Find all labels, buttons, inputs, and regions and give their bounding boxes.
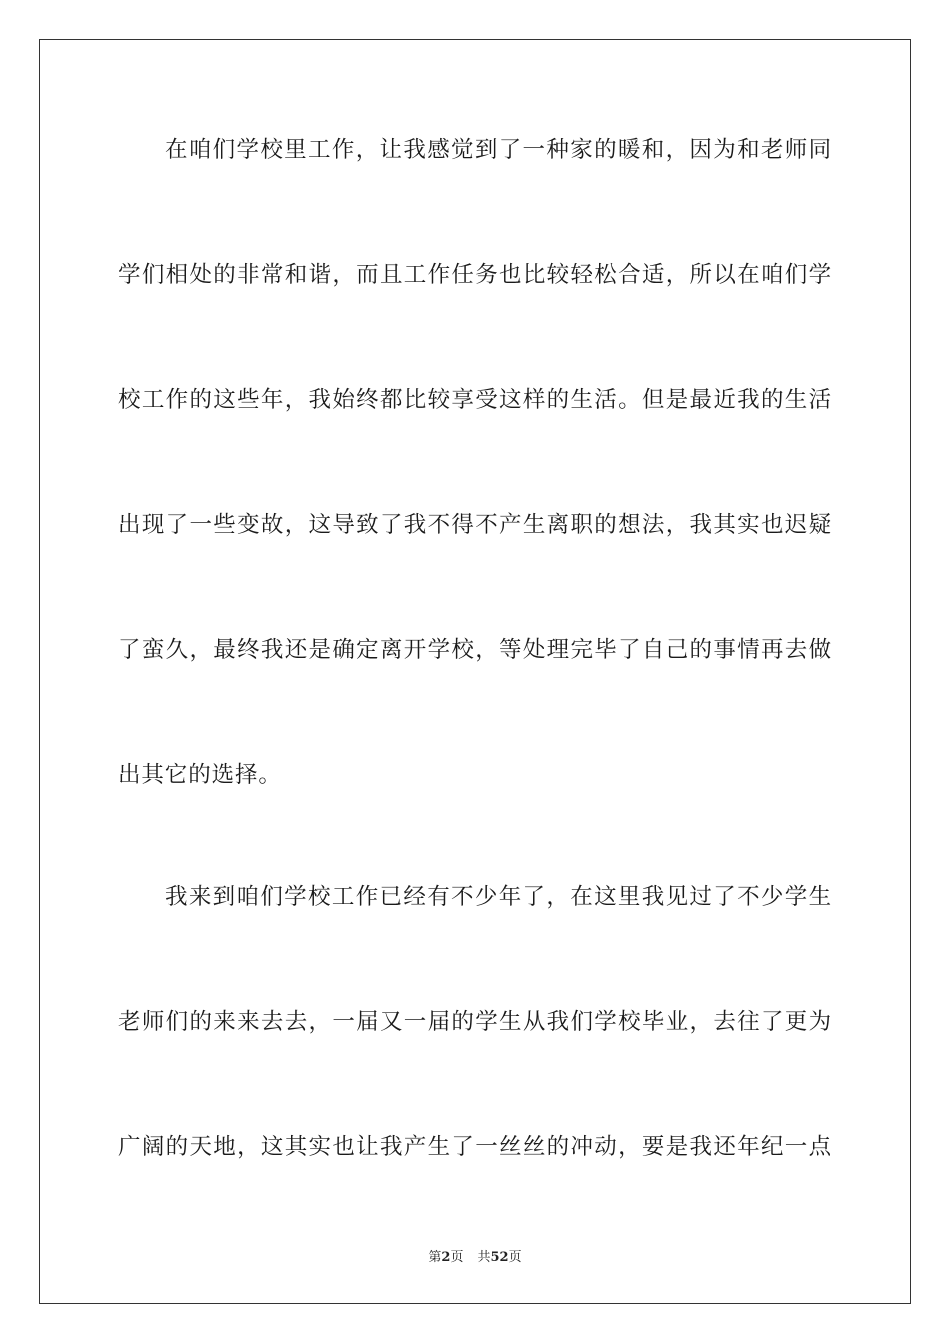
paragraph-2-line-2: 老师们的来来去去，一届又一届的学生从我们学校毕业，去往了更为 [118,1009,832,1035]
total-suffix: 页 [508,1250,522,1265]
paragraph-1-line-3: 校工作的这些年，我始终都比较享受这样的生活。但是最近我的生活 [118,387,832,413]
paragraph-2-line-1: 我来到咱们学校工作已经有不少年了，在这里我见过了不少学生 [165,884,832,910]
page-footer [0,1246,950,1265]
paragraph-1-line-2: 学们相处的非常和谐，而且工作任务也比较轻松合适，所以在咱们学 [118,262,832,288]
total-pages: 52 [490,1250,509,1265]
page-frame [39,39,911,1304]
paragraph-1-line-6: 出其它的选择。 [118,762,282,788]
paragraph-1-line-4: 出现了一些变故，这导致了我不得不产生离职的想法，我其实也迟疑 [118,512,832,538]
page-suffix: 页 [450,1250,464,1265]
page-prefix: 第 [428,1250,442,1265]
total-prefix: 共 [477,1250,491,1265]
paragraph-1-line-5: 了蛮久，最终我还是确定离开学校，等处理完毕了自己的事情再去做 [118,637,832,663]
page-number: 2 [441,1250,451,1265]
paragraph-2-line-3: 广阔的天地，这其实也让我产生了一丝丝的冲动，要是我还年纪一点 [118,1134,832,1160]
paragraph-1-line-1: 在咱们学校里工作，让我感觉到了一种家的暖和，因为和老师同 [165,137,832,163]
